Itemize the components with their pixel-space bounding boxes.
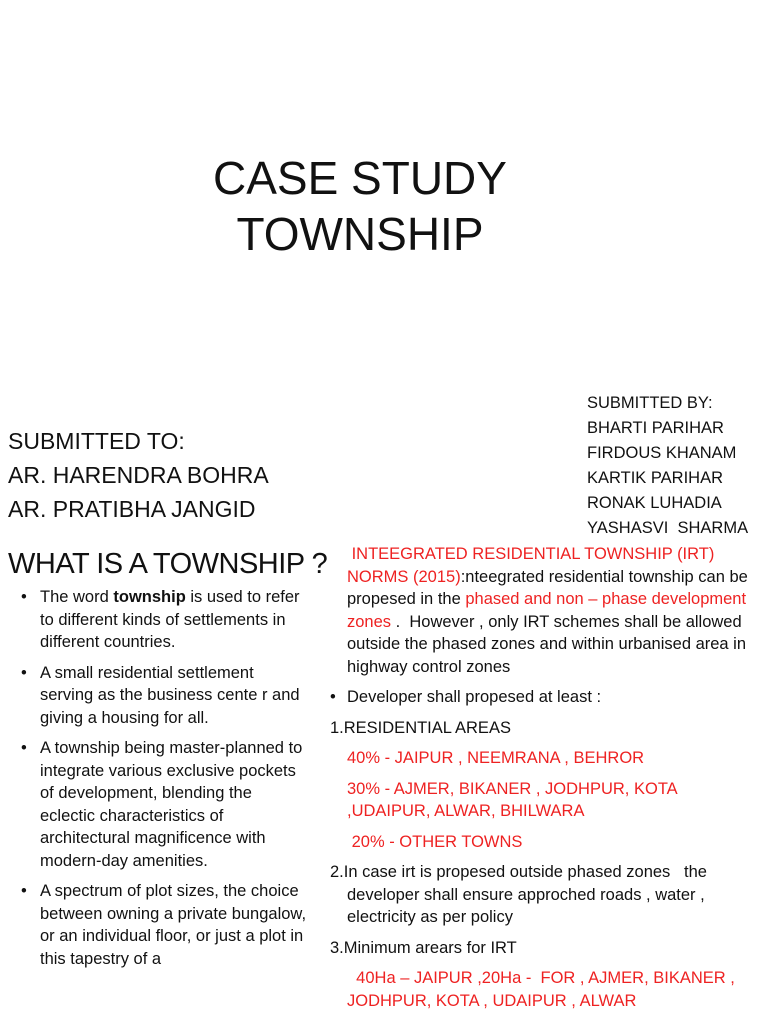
student-name: YASHASVI SHARMA: [587, 519, 749, 537]
rate-line: 40% - JAIPUR , NEEMRANA , BEHROR: [347, 749, 645, 767]
numbered-item: 2.In case irt is propesed outside phased zones the developer shall ensure approched roads , water , electricity as per policy: [330, 863, 712, 926]
title-line-1: CASE STUDY: [213, 152, 507, 204]
rate-line: 20% - OTHER TOWNS: [347, 832, 523, 851]
rate-line: 30% - AJMER, BIKANER , JODHPUR, KOTA ,UDAIPUR, ALWAR, BHILWARA: [347, 779, 677, 820]
min-area-line: 40Ha – JAIPUR ,20Ha - FOR , AJMER, BIKANER , JODHPUR, KOTA , UDAIPUR , ALWAR: [347, 969, 740, 1010]
list-item: • Developer shall propesed at least :: [330, 686, 764, 709]
student-name: KARTIK PARIHAR: [587, 469, 724, 487]
numbered-item: 1.RESIDENTIAL AREAS: [330, 718, 511, 737]
keyword: township: [113, 588, 186, 606]
guide-name: AR. HARENDRA BOHRA: [8, 462, 269, 488]
list-item: • A township being master-planned to integrate various exclusive pockets of development, blending the eclectic characteristics of architectural magnificence with modern-day amenities.: [21, 739, 303, 870]
submitted-by-label: SUBMITTED BY:: [587, 394, 713, 412]
list-item: • A spectrum of plot sizes, the choice between owning a private bungalow, or an individual floor, or just a plot in this tapestry of a: [21, 882, 307, 968]
bullet-icon: •: [21, 882, 27, 900]
list-item: • A small residential settlement serving as the business cente r and giving a housing for all.: [21, 663, 305, 727]
slide-title: [0, 150, 720, 262]
title-line-2: TOWNSHIP: [236, 208, 484, 260]
student-name: FIRDOUS KHANAM: [587, 444, 737, 462]
student-name: BHARTI PARIHAR: [587, 419, 724, 437]
guide-name: AR. PRATIBHA JANGID: [8, 496, 256, 522]
bullet-icon: •: [330, 688, 336, 706]
numbered-item: 3.Minimum arears for IRT: [330, 938, 517, 957]
irt-intro-paragraph: INTEEGRATED RESIDENTIAL TOWNSHIP (IRT) NORMS (2015):nteegrated residential township can be propesed in the phased and non – phase development zones . However , only IRT schemes shall be allowed outside the phased zones and within urbanised area in highway control zones: [347, 545, 751, 676]
township-heading: WHAT IS A TOWNSHIP ?: [8, 548, 328, 580]
bullet-icon: •: [21, 663, 27, 682]
list-item: • The word township is used to refer to different kinds of settlements in different countries.: [21, 588, 300, 651]
submitted-to-block: [8, 424, 269, 526]
submitted-by-block: [587, 391, 748, 541]
irt-norms-column: [330, 543, 764, 1020]
bullet-icon: •: [21, 588, 27, 606]
student-name: RONAK LUHADIA: [587, 494, 722, 512]
bullet-icon: •: [21, 739, 27, 757]
township-bullet-list: [8, 586, 308, 978]
submitted-to-label: SUBMITTED TO:: [8, 428, 185, 454]
